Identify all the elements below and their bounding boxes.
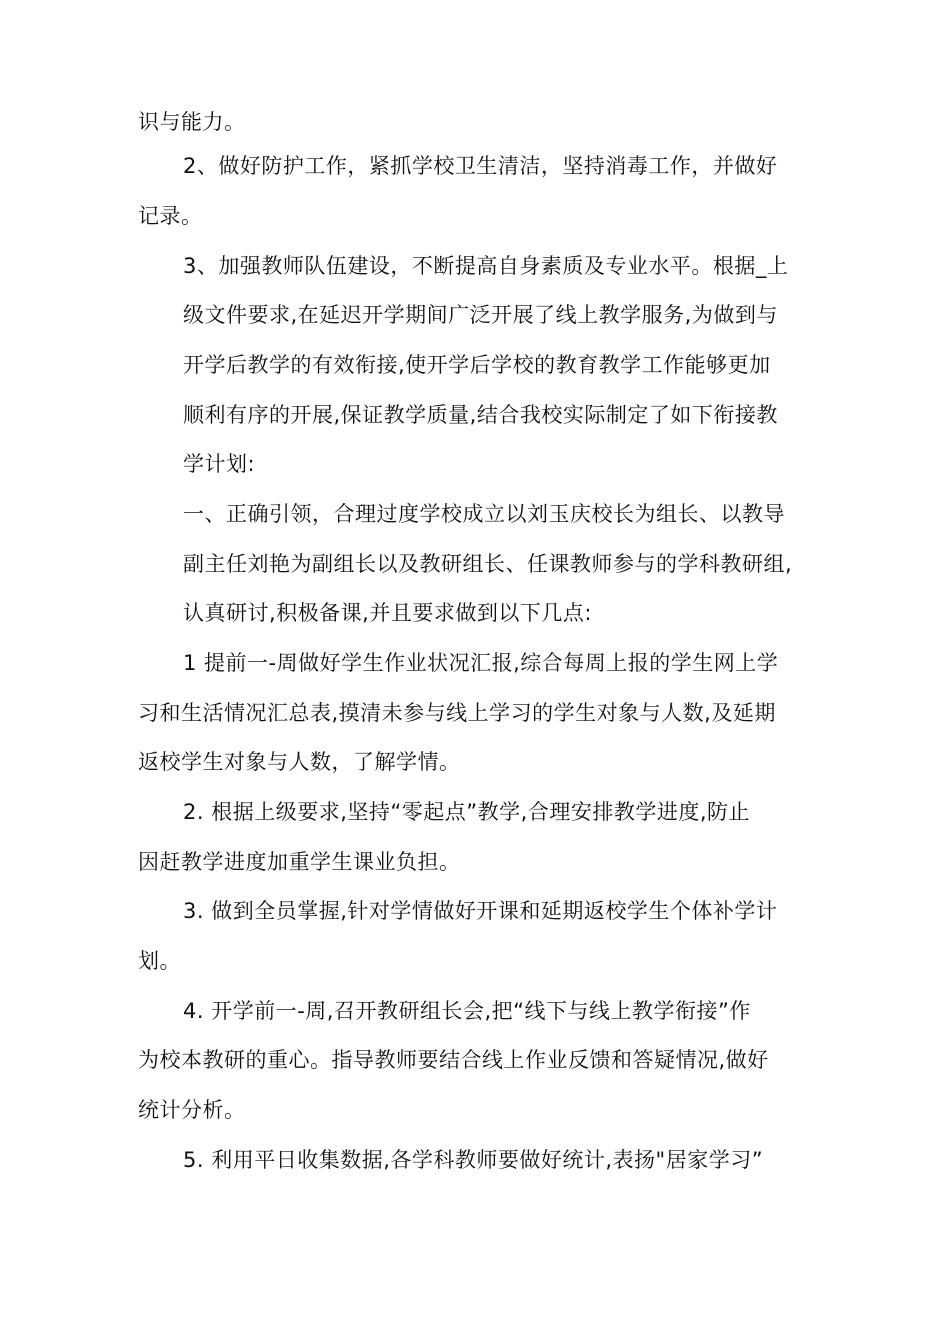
text-line: 返校学生对象与人数，了解学情。: [138, 750, 461, 774]
text-line: 2、做好防护工作，紧抓学校卫生清洁，坚持消毒工作，并做好: [183, 154, 778, 178]
text-line: 一、正确引领，合理过度学校成立以刘玉庆校长为组长、以教导: [183, 502, 785, 526]
text-line: 为校本教研的重心。指导教师要结合线上作业反馈和答疑情况,做好: [138, 1048, 769, 1072]
text-line: 5. 利用平日收集数据,各学科教师要做好统计,表扬"居家学习”: [183, 1148, 764, 1172]
text-line: 认真研讨,积极备课,并且要求做到以下几点:: [183, 601, 592, 625]
text-line: 统计分析。: [138, 1098, 246, 1122]
text-line: 划。: [138, 949, 181, 973]
text-line: 识与能力。: [138, 110, 246, 134]
text-line: 3、加强教师队伍建设，不断提高自身素质及专业水平。根据_上: [183, 254, 789, 278]
text-line: 副主任刘艳为副组长以及教研组长、任课教师参与的学科教研组,: [183, 552, 793, 576]
text-line: 级文件要求,在延迟开学期间广泛开展了线上教学服务,为做到与: [183, 303, 778, 327]
text-line: 2. 根据上级要求,坚持“零起点”教学,合理安排教学进度,防止: [183, 800, 750, 824]
text-line: 3. 做到全员掌握,针对学情做好开课和延期返校学生个体补学计: [183, 899, 778, 923]
text-line: 4. 开学前一-周,召开教研组长会,把“线下与线上教学衔接”作: [183, 999, 751, 1023]
text-line: 习和生活情况汇总表,摸清未参与线上学习的学生对象与人数,及延期: [138, 701, 776, 725]
text-line: 开学后教学的有效衔接,使开学后学校的教育教学工作能够更加: [183, 353, 771, 377]
text-line: 记录。: [138, 204, 203, 228]
text-line: 学计划:: [183, 452, 256, 476]
text-line: 1 提前一-周做好学生作业状况汇报,综合每周上报的学生网上学: [183, 651, 779, 675]
text-line: 因赶教学进度加重学生课业负担。: [138, 850, 461, 874]
text-line: 顺利有序的开展,保证教学质量,结合我校实际制定了如下衔接教: [183, 403, 778, 427]
